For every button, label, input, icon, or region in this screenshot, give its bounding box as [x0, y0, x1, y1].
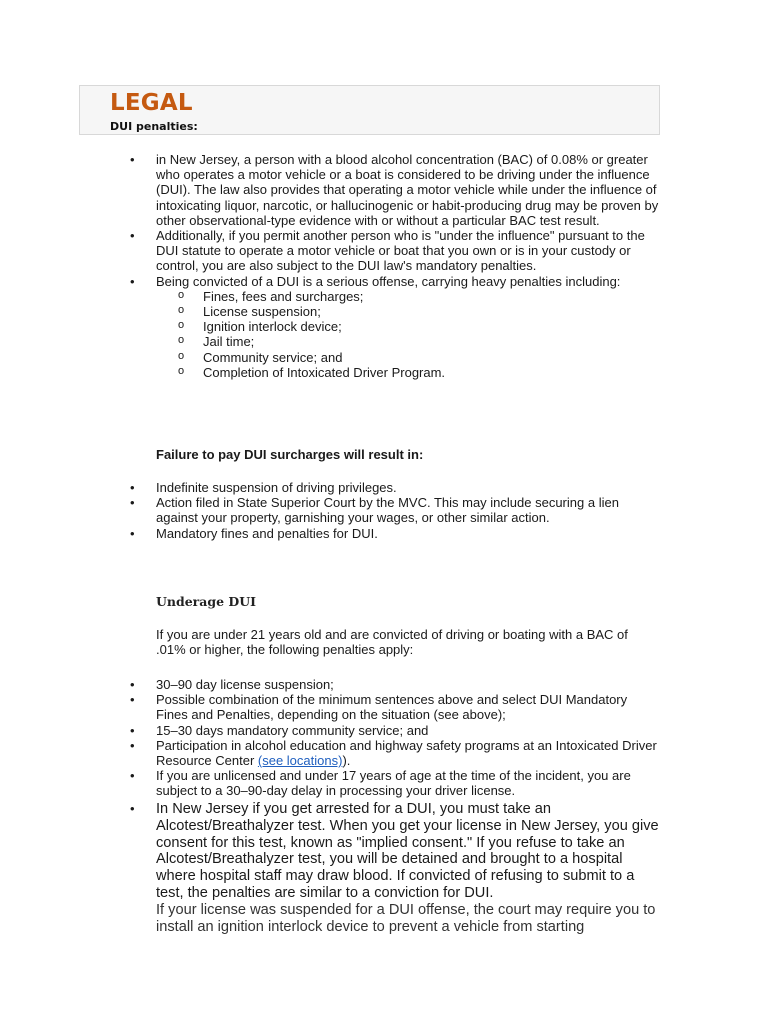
surcharges-section [0, 447, 768, 462]
intro-list [0, 152, 768, 380]
page-subtitle: DUI penalties: [110, 120, 198, 133]
list-item [0, 738, 660, 768]
underage-heading-block [0, 594, 768, 609]
surcharges-list [0, 480, 768, 541]
list-item: • Mandatory fines and penalties for DUI. [0, 526, 660, 541]
list-item [0, 228, 660, 274]
implied-consent-list [0, 801, 768, 935]
implied-consent-text: In New Jersey if you get arrested for a DUI, you must take an Alcotest/Breathalyzer test. When you get your license in New Jersey, you give consent for this test, known as "implied consent." If you refuse to take an Alcotest/Breathalyzer test, you will be detained and brought to a hospital where hospital staff may draw blood. If convicted of refusing to submit to a test, the penalties are similar to a conviction for DUI. [156, 801, 659, 901]
see-locations-link[interactable]: (see locations) [257, 753, 343, 769]
underage-intro-block [0, 627, 768, 657]
penalty-sublist [156, 289, 660, 380]
ignition-interlock-text: If your license was suspended for a DUI offense, the court may require you to install an ignition interlock device to prevent a vehicle from starting [156, 901, 656, 935]
list-item-text: ). [342, 753, 351, 769]
list-item: • If you are unlicensed and under 17 years of age at the time of the incident, you are subject to a 30–90-day delay in processing your driver license. [0, 768, 660, 798]
header-box [79, 85, 660, 135]
list-item-text: Additionally, if you permit another person who is "under the influence" pursuant to the DUI statute to operate a motor vehicle or boat that you own or is in your custody or control, you are also subject to the DUI law's mandatory penalties. [156, 228, 645, 274]
list-item-text: Participation in alcohol education and highway safety programs at an Intoxicated Driver Resource Center [156, 737, 657, 769]
underage-list-block [0, 677, 768, 799]
sublist-item: o Completion of Intoxicated Driver Program. [156, 365, 660, 380]
sublist-item: o Ignition interlock device; [156, 319, 660, 334]
list-item [0, 152, 660, 228]
list-item: • 15–30 days mandatory community service; and [0, 723, 660, 738]
underage-intro: If you are under 21 years old and are convicted of driving or boating with a BAC of .01% or higher, the following penalties apply: [156, 627, 628, 658]
surcharges-heading: Failure to pay DUI surcharges will result in: [156, 447, 424, 462]
list-item-text: Being convicted of a DUI is a serious offense, carrying heavy penalties including: [156, 273, 621, 289]
underage-heading: Underage DUI [156, 594, 256, 609]
sublist-item: o Community service; and [156, 350, 660, 365]
underage-list [0, 677, 768, 799]
page-title: LEGAL [110, 90, 193, 116]
sublist-item: o License suspension; [156, 304, 660, 319]
implied-consent-block [0, 801, 768, 935]
list-item: • Possible combination of the minimum sentences above and select DUI Mandatory Fines and Penalties, depending on the situation (see above); [0, 692, 660, 722]
surcharges-list-block [0, 480, 768, 541]
list-item: • 30–90 day license suspension; [0, 677, 660, 692]
sublist-item: o Jail time; [156, 334, 660, 349]
list-item-text: in New Jersey, a person with a blood alcohol concentration (BAC) of 0.08% or greater who operates a motor vehicle or a boat is considered to be driving under the influence (DUI). The law also provides that operating a motor vehicle while under the influence of intoxicating liquor, narcotic, or hallucinogenic or habit-producing drug may be proven by other observational-type evidence with or without a particular BAC test result. [156, 152, 659, 228]
list-item: • Action filed in State Superior Court by the MVC. This may include securing a lien against your property, garnishing your wages, or other similar action. [0, 495, 660, 525]
list-item [0, 801, 660, 935]
list-item: • Indefinite suspension of driving privileges. [0, 480, 660, 495]
intro-section [0, 152, 768, 380]
sublist-item: o Fines, fees and surcharges; [156, 289, 660, 304]
list-item [0, 274, 660, 380]
